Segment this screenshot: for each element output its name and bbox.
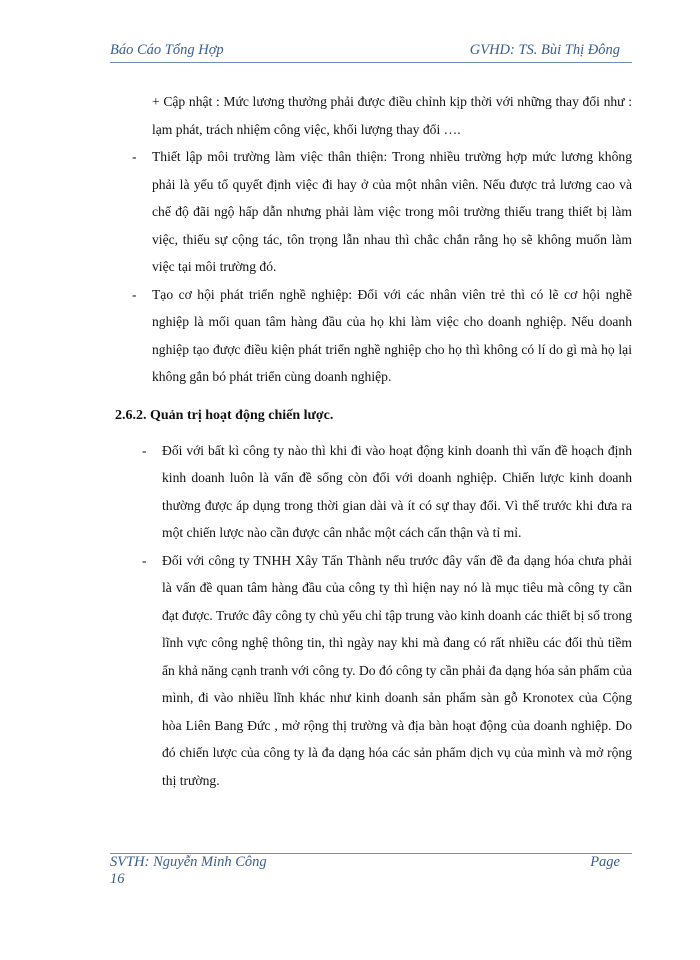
header-supervisor: GVHD: TS. Bùi Thị Đông [469,42,620,58]
page-content [110,88,632,794]
bullet-friendly-environment [110,143,632,281]
footer-page-number: 16 [110,871,125,887]
bullet-text: Đối với công ty TNHH Xây Tấn Thành nếu trước đây vấn đề đa dạng hóa chưa phải là vấn đề quan tâm hàng đầu của công ty thì hiện nay nó là mục tiêu mà công ty cần đạt được. Trước đây công ty chủ yếu chỉ tập trung vào kinh doanh các thiết bị số trong lĩnh vực công nghệ thông tin, thì ngày nay khi mà đang có rất nhiều các đối thủ tiềm ẩn khả năng cạnh tranh với công ty. Do đó công ty cần phải đa dạng hóa sản phẩm của mình, đi vào nhiều lĩnh khác như kinh doanh sản phẩm sàn gỗ Kronotex của Cộng hòa Liên Bang Đức , mở rộng thị trường và địa bàn hoạt động của doanh nghiệp. Do đó chiến lược của công ty là đa dạng hóa các sản phẩm dịch vụ của mình và mở rộng thị trường. [162,552,632,788]
bullet-text: Thiết lập môi trường làm việc thân thiện: Trong nhiều trường hợp mức lương không phải là yếu tố quyết định việc đi hay ở của một nhân viên. Nếu được trả lương cao và chế độ đãi ngộ hấp dẫn nhưng phải làm việc trong môi trường thiếu trang thiết bị làm việc, thiếu sự cộng tác, tôn trọng lẫn nhau thì chắc chắn rằng họ sẽ không muốn làm việc tại môi trường đó. [152,149,632,274]
page-header [110,42,632,63]
bullet-career-opportunity [110,281,632,391]
header-report-title: Báo Cáo Tổng Hợp [110,42,224,58]
page-footer [110,853,632,887]
section-heading: 2.6.2. Quản trị hoạt động chiến lược. [115,407,334,423]
bullet-text: Đối với bất kì công ty nào thì khi đi vào hoạt động kinh doanh thì vấn đề hoạch định kinh doanh luôn là vấn đề sống còn đối với doanh nghiệp. Chiến lược kinh doanh thường được áp dụng trong thời gian dài và ít có sự thay đổi. Vì thế trước khi đưa ra một chiến lược nào cần được cân nhắc một cách cẩn thận và tỉ mỉ. [162,442,632,540]
bullet-dash: - [132,286,137,302]
bullet-diversification [110,547,632,795]
bullet-dash: - [132,149,137,164]
bullet-dash: - [142,442,147,458]
bullet-text: Tạo cơ hội phát triển nghề nghiệp: Đối với các nhân viên trẻ thì có lẽ cơ hội nghề nghiệp là mối quan tâm hàng đầu của họ khi làm việc cho doanh nghiệp. Nếu doanh nghiệp tạo được điều kiện phát triển nghề nghiệp cho họ thì không có lí do gì mà họ lại không gắn bó phát triển cùng doanh nghiệp. [152,286,632,384]
footer-student: SVTH: Nguyễn Minh Công [110,854,267,870]
bullet-dash: - [142,552,147,568]
footer-page-label: Page [590,854,620,870]
update-paragraph: + Cập nhật : Mức lương thưởng phải được điều chỉnh kịp thời với những thay đổi như : lạm phát, trách nhiệm công việc, khối lượng thay đổi …. [152,94,632,137]
bullet-strategic-planning [110,437,632,547]
